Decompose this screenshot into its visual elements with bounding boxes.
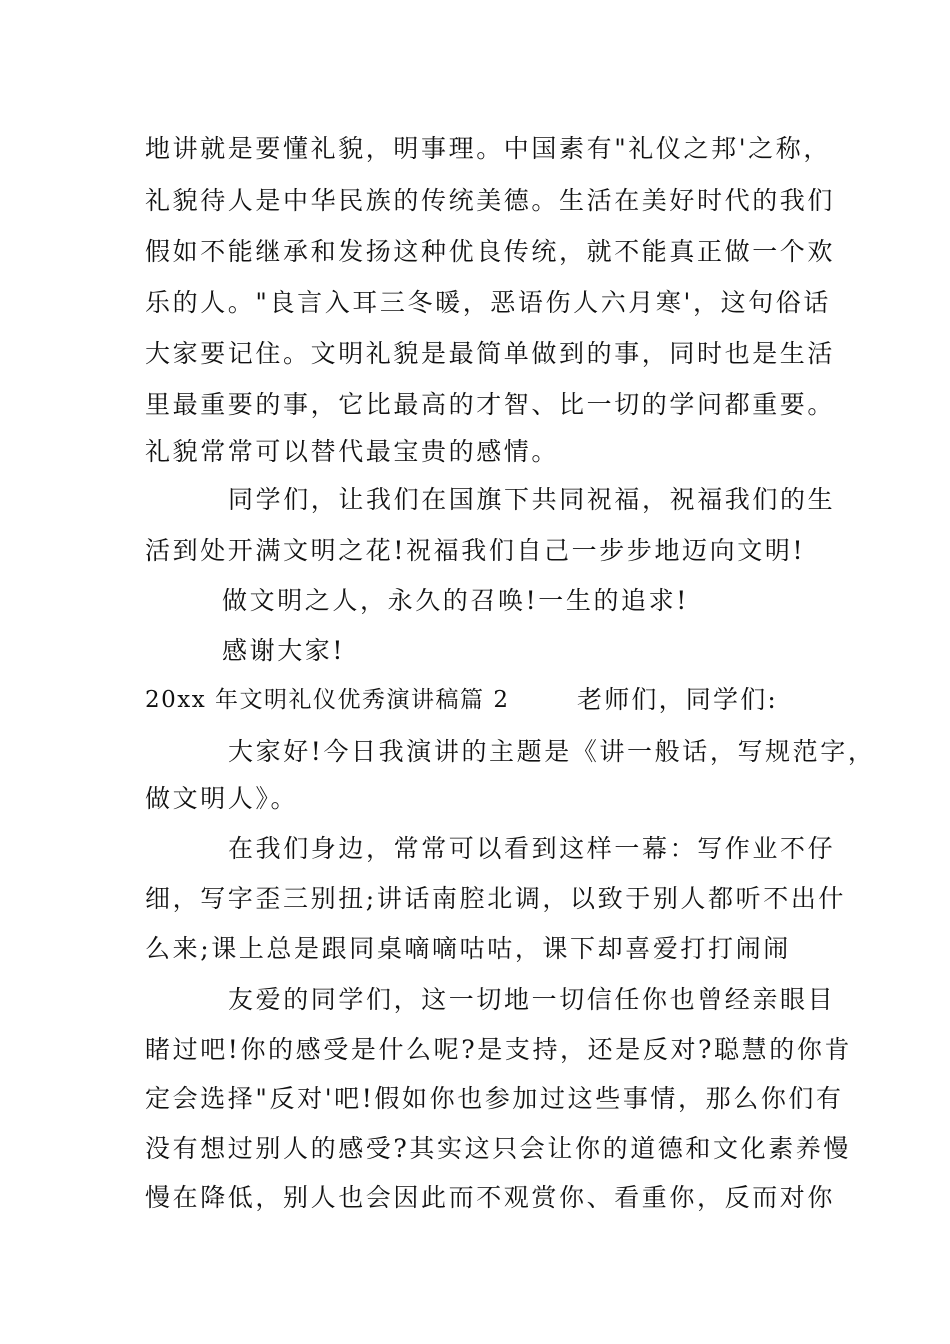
paragraph-5-line-2: 做文明人》。 bbox=[145, 784, 299, 813]
paragraph-1-line-3: 假如不能继承和发扬这种优良传统，就不能真正做一个欢 bbox=[145, 237, 836, 266]
section-heading-title: 20xx 年文明礼仪优秀演讲稿篇 2 bbox=[145, 687, 510, 713]
paragraph-4-line-1: 感谢大家! bbox=[222, 636, 346, 665]
paragraph-5-line-1: 大家好!今日我演讲的主题是《讲一般话，写规范字， bbox=[228, 737, 876, 766]
paragraph-7-line-3: 定会选择"反对'吧!假如你也参加过这些事情，那么你们有 bbox=[145, 1084, 844, 1113]
paragraph-2-line-2: 活到处开满文明之花!祝福我们自己一步步地迈向文明! bbox=[145, 536, 806, 565]
paragraph-1-line-6: 里最重要的事，它比最高的才智、比一切的学问都重要。 bbox=[145, 390, 836, 419]
paragraph-1-line-1: 地讲就是要懂礼貌，明事理。中国素有"礼仪之邦'之称， bbox=[145, 134, 831, 163]
paragraph-3-line-1: 做文明之人，永久的召唤!一生的追求! bbox=[222, 586, 689, 615]
paragraph-1-line-2: 礼貌待人是中华民族的传统美德。生活在美好时代的我们 bbox=[145, 186, 836, 215]
paragraph-2-line-1: 同学们，让我们在国旗下共同祝福，祝福我们的生 bbox=[228, 485, 836, 514]
paragraph-7-line-4: 没有想过别人的感受?其实这只会让你的道德和文化素养慢 bbox=[145, 1134, 852, 1163]
paragraph-6-line-3: 么来;课上总是跟同桌嘀嘀咕咕，课下却喜爱打打闹闹 bbox=[145, 934, 791, 963]
paragraph-7-line-1: 友爱的同学们，这一切地一切信任你也曾经亲眼目 bbox=[228, 985, 836, 1014]
paragraph-1-line-5: 大家要记住。文明礼貌是最简单做到的事，同时也是生活 bbox=[145, 339, 836, 368]
paragraph-7-line-5: 慢在降低，别人也会因此而不观赏你、看重你，反而对你 bbox=[145, 1183, 836, 1212]
paragraph-1-line-4: 乐的人。"良言入耳三冬暖，恶语伤人六月寒'，这句俗话 bbox=[145, 288, 831, 317]
paragraph-1-line-7: 礼貌常常可以替代最宝贵的感情。 bbox=[145, 437, 560, 466]
paragraph-6-line-2: 细，写字歪三别扭;讲话南腔北调，以致于别人都听不出什 bbox=[145, 884, 847, 913]
paragraph-7-line-2: 睹过吧!你的感受是什么呢?是支持，还是反对?聪慧的你肯 bbox=[145, 1035, 853, 1064]
section-heading-salutation: 老师们，同学们: bbox=[577, 685, 779, 714]
paragraph-6-line-1: 在我们身边，常常可以看到这样一幕：写作业不仔 bbox=[228, 834, 836, 863]
